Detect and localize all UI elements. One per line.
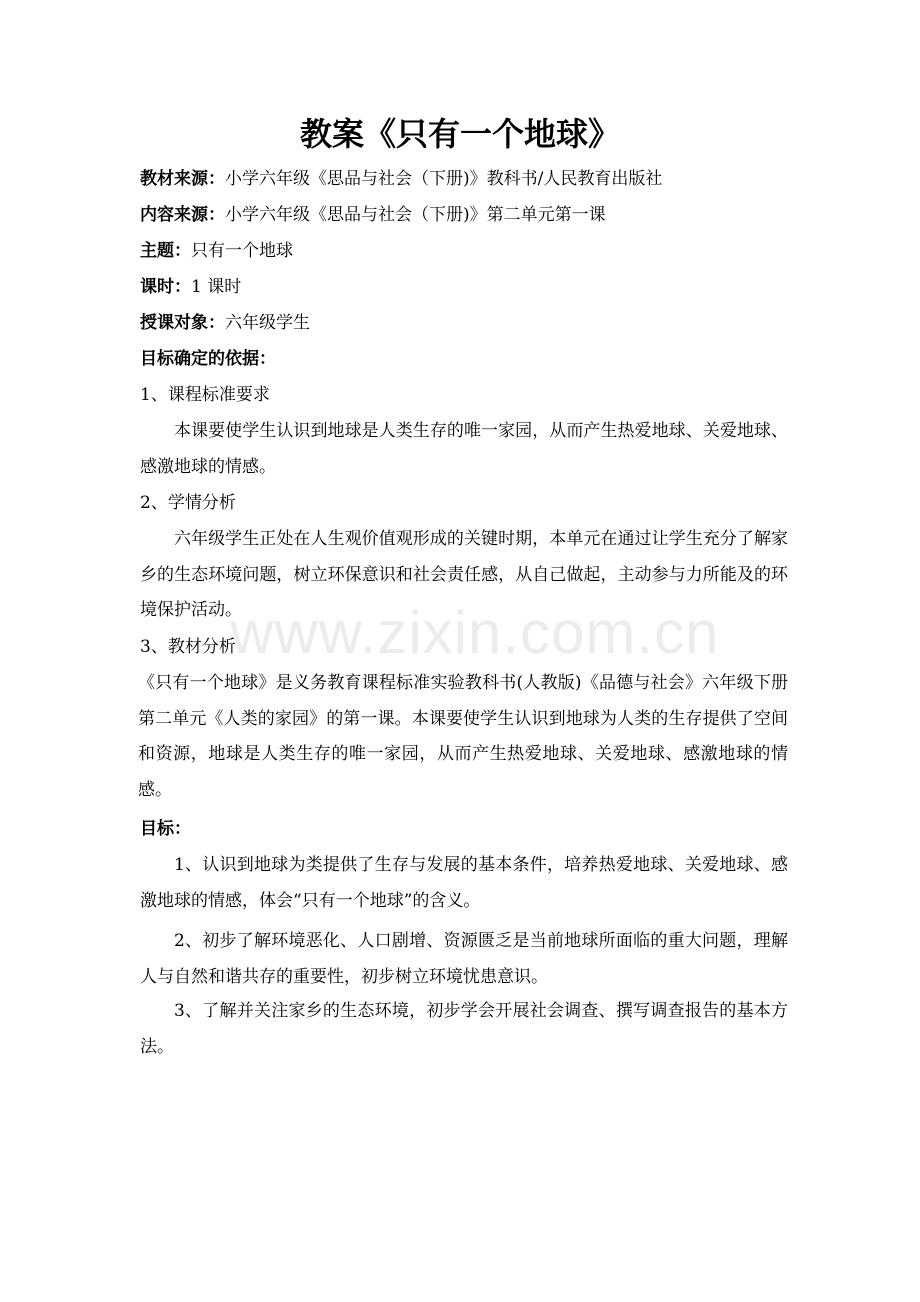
material-source-label: 教材来源：	[140, 169, 225, 189]
section1-body: 本课要使学生认识到地球是人类生存的唯一家园，从而产生热爱地球、关爱地球、感激地球的情感。	[140, 421, 788, 477]
section3-title: 3、教材分析	[140, 637, 236, 657]
content-source-label: 内容来源：	[140, 205, 225, 225]
hours-label: 课时：	[140, 277, 191, 297]
watermark-text: www.zixin.com.cn	[230, 599, 720, 666]
section2-title: 2、学情分析	[140, 493, 236, 513]
goal-3: 3、了解并关注家乡的生态环境，初步学会开展社会调查、撰写调查报告的基本方法。	[140, 1001, 788, 1057]
section3-body: 《只有一个地球》是义务教育课程标准实验教科书(人教版)《品德与社会》六年级下册第二单元《人类的家园》的第一课。本课要使学生认识到地球为人类的生存提供了空间和资源，地球是人类生存的唯一家园，从而产生热爱地球、关爱地球、感激地球的情感。	[138, 673, 788, 800]
section1-title: 1、课程标准要求	[140, 385, 270, 405]
goals-heading: 目标：	[140, 819, 191, 839]
topic-label: 主题：	[140, 241, 191, 261]
content-source-value: 小学六年级《思品与社会（下册)》第二单元第一课	[225, 205, 606, 225]
section2-body: 六年级学生正处在人生观价值观形成的关键时期，本单元在通过让学生充分了解家乡的生态环境问题，树立环保意识和社会责任感，从自己做起，主动参与力所能及的环境保护活动。	[140, 529, 788, 620]
hours-line	[140, 274, 780, 300]
audience-line	[140, 310, 780, 336]
audience-label: 授课对象：	[140, 313, 225, 333]
document-title: 教案《只有一个地球》	[299, 115, 620, 153]
content-source-line	[140, 202, 780, 228]
basis-heading: 目标确定的依据：	[140, 349, 276, 369]
audience-value: 六年级学生	[225, 313, 310, 333]
material-source-value: 小学六年级《思品与社会（下册)》教科书/人民教育出版社	[225, 169, 663, 189]
goal-1: 1、认识到地球为类提供了生存与发展的基本条件，培养热爱地球、关爱地球、感激地球的情感，体会“只有一个地球”的含义。	[140, 855, 788, 911]
goal-2: 2、初步了解环境恶化、人口剧增、资源匮乏是当前地球所面临的重大问题，理解人与自然和谐共存的重要性，初步树立环境忧患意识。	[140, 931, 788, 987]
topic-value: 只有一个地球	[191, 241, 293, 261]
hours-value: 1 课时	[191, 277, 242, 297]
material-source-line	[140, 166, 780, 192]
topic-line	[140, 238, 780, 264]
